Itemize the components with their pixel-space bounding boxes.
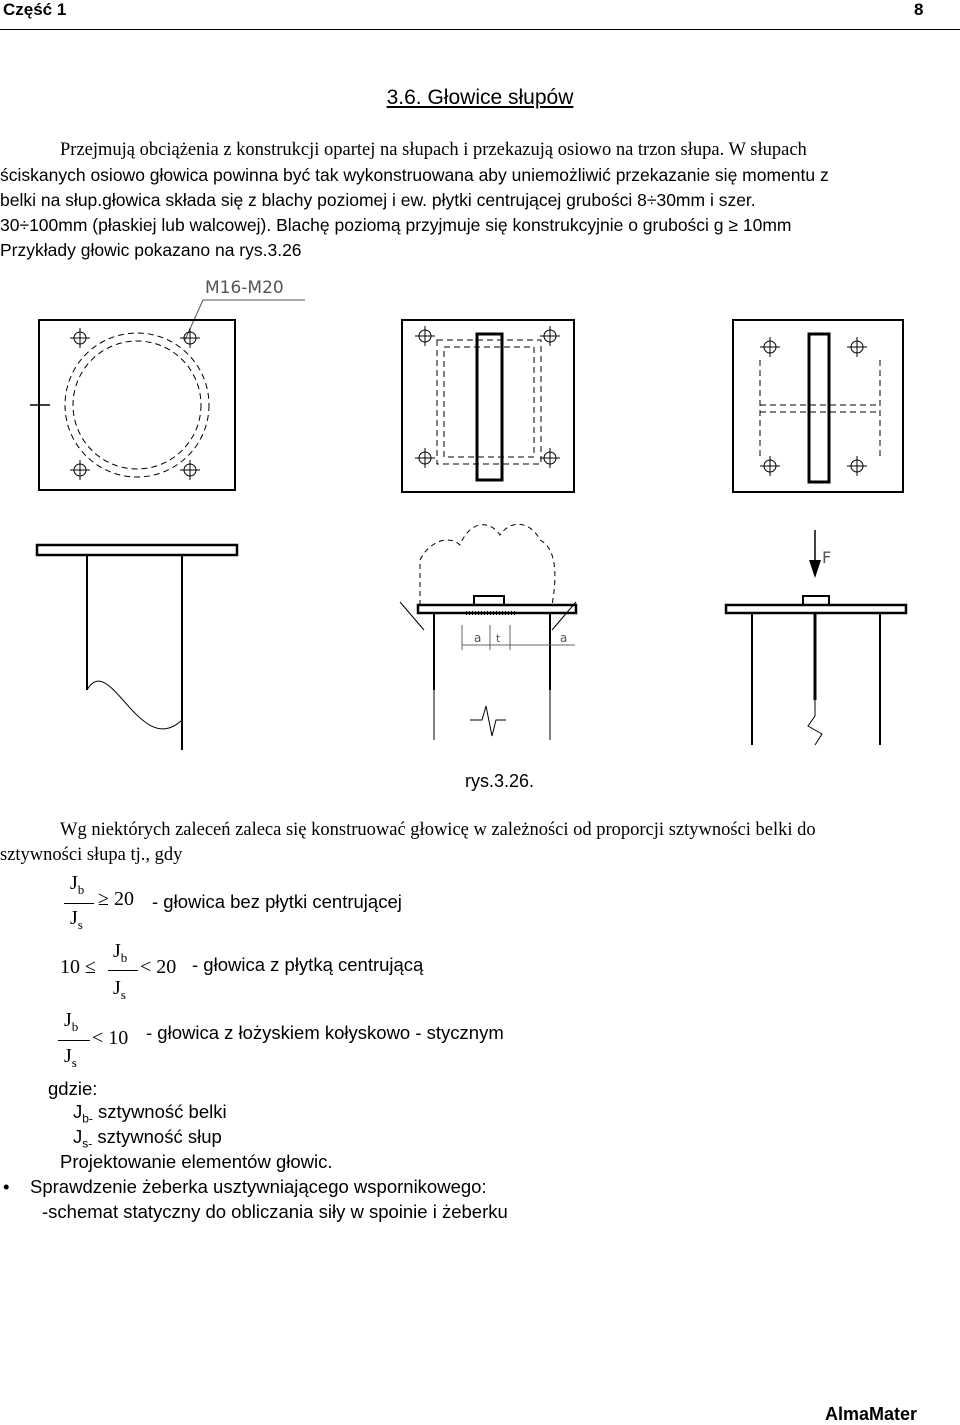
bullet-text: Sprawdzenie żeberka usztywniającego wspornikowego: [30,1176,487,1197]
para2-line-2: sztywności słupa tj., gdy [0,845,183,865]
figure-caption: rys.3.26. [465,771,535,791]
cond2-denominator: $J_s$ [113,977,126,1002]
force-label: F [822,548,832,567]
where-js: $J_{s-}$ sztywność słup [73,1126,222,1151]
cond2-numerator: $J_b$ [113,940,128,965]
dim-t: t [496,632,501,645]
where-label: gdzie: [48,1078,98,1099]
intro-line-5: Przykłady głowic pokazano na rys.3.26 [0,240,302,260]
cond2-prefix: 10 ≤ [60,956,96,978]
header-part: Część 1 [3,0,67,19]
cond1-description: - głowica bez płytki centrującej [152,891,402,912]
cond1-denominator: $J_s$ [70,907,83,932]
cond3-numerator: $J_b$ [64,1009,79,1034]
elevation-round-column [37,545,237,750]
para2-line-1: Wg niektórych zaleceń zaleca się konstruować głowicę w zależności od proporcji sztywności belki do [60,820,816,840]
header-rule [0,29,960,30]
cond1-relation: ≥ 20 [98,888,134,910]
cond3-fraction-bar [58,1040,90,1041]
cond1-fraction-bar [64,903,94,904]
cond3-relation: < 10 [92,1027,129,1049]
intro-line-3: belki na słup.głowica składa się z blachy poziomej i ew. płytki centrującej grubości 8÷30mm i szer. [0,190,756,210]
page-number: 8 [914,0,924,19]
bolt-size-label: M16-M20 [205,278,284,298]
cond2-fraction-bar [108,970,138,971]
cond2-description: - głowica z płytką centrującą [192,954,424,975]
footer-brand: AlmaMater [825,1404,918,1424]
plan-round-column [30,320,235,490]
where-jb: $J_{b-}$ sztywność belki [73,1101,227,1126]
dim-a-left: a [474,631,482,645]
plan-rect-column [402,320,574,492]
elevation-centering-plate [400,524,576,740]
cond2-relation: < 20 [140,956,177,978]
cond3-description: - głowica z łożyskiem kołyskowo - stycznym [146,1022,504,1043]
plan-h-column [733,320,903,492]
cond3-denominator: $J_s$ [64,1045,77,1070]
design-heading: Projektowanie elementów głowic. [60,1151,333,1172]
bullet-subtext: -schemat statyczny do obliczania siły w spoinie i żeberku [42,1201,508,1222]
cond1-numerator: $J_b$ [70,872,85,897]
intro-line-4: 30÷100mm (płaskiej lub walcowej). Blachę poziomą przyjmuje się konstrukcyjnie o grubości g ≥ 10mm [0,215,792,235]
intro-line-1: Przejmują obciążenia z konstrukcji opartej na słupach i przekazują osiowo na trzon słupa. W słupach [60,140,807,160]
dim-a-right: a [560,631,568,645]
bullet-symbol: • [3,1176,10,1197]
intro-line-2: ściskanych osiowo głowica powinna być tak wykonstruowana aby uniemożliwić przekazanie się momentu z [0,165,829,185]
elevation-rocker-bearing [726,530,906,745]
column-heads-drawing [0,270,960,760]
section-title: 3.6. Głowice słupów [386,86,574,109]
